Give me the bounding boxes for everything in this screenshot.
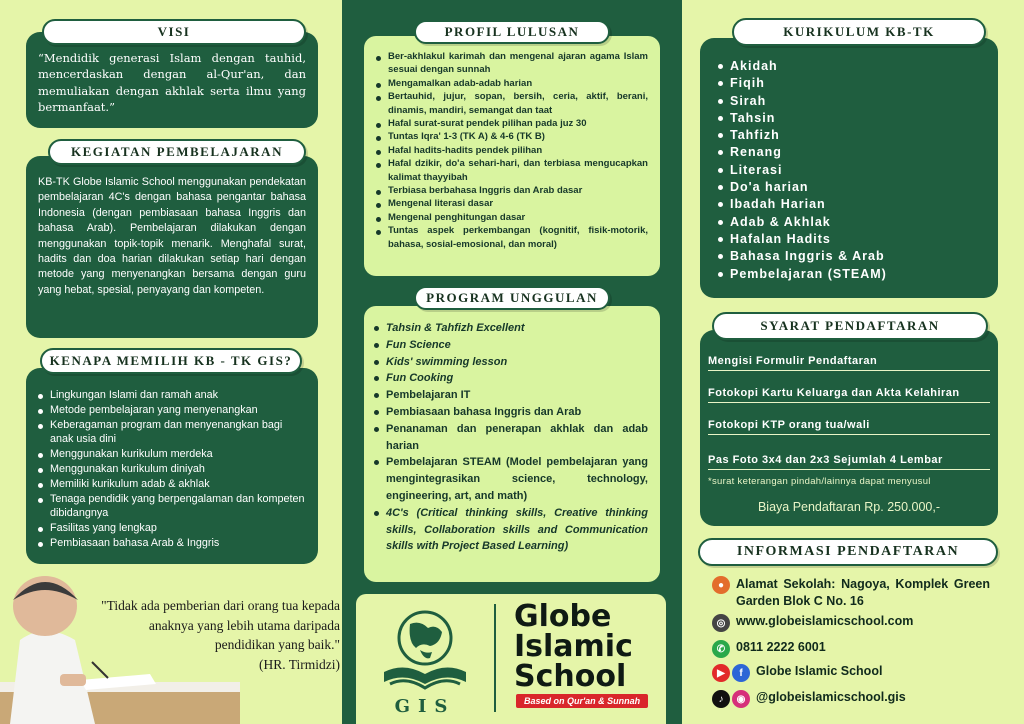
phone-row[interactable] — [712, 640, 826, 658]
list-item: Fiqih — [716, 75, 986, 92]
whatsapp-icon: ✆ — [712, 640, 730, 658]
globe-book-logo — [370, 602, 480, 722]
list-item: Renang — [716, 144, 986, 161]
logo-line1: Globe — [514, 599, 612, 634]
list-item: Literasi — [716, 162, 986, 179]
logo-line2: Islamic — [514, 629, 633, 664]
list-item: Memiliki kurikulum adab & akhlak — [36, 477, 306, 492]
syarat-card — [700, 330, 998, 526]
kenapa-card — [26, 368, 318, 564]
list-item: Lingkungan Islami dan ramah anak — [36, 388, 306, 403]
syarat-item: Pas Foto 3x4 dan 2x3 Sejumlah 4 Lembar — [708, 454, 990, 470]
list-item: Do'a harian — [716, 179, 986, 196]
facebook-icon: f — [732, 664, 750, 682]
ig-text[interactable]: @globeislamicschool.gis — [756, 690, 906, 704]
list-item: Hafal surat-surat pendek pilihan pada juz 30 — [374, 117, 648, 130]
logo-tagline: Based on Qur'an & Sunnah — [516, 694, 648, 708]
logo-divider — [494, 604, 496, 712]
syarat-item: Mengisi Formulir Pendaftaran — [708, 355, 990, 371]
globe-icon: ◎ — [712, 614, 730, 632]
logo-card — [356, 594, 666, 724]
list-item: Pembelajaran IT — [372, 387, 648, 404]
profil-title: PROFIL LULUSAN — [414, 20, 610, 44]
list-item: Mengamalkan adab-adab harian — [374, 77, 648, 90]
location-pin-icon: ● — [712, 576, 730, 594]
kurikulum-card — [700, 38, 998, 298]
visi-title: VISI — [42, 19, 306, 45]
syarat-item: Fotokopi KTP orang tua/wali — [708, 419, 990, 435]
list-item: Hafalan Hadits — [716, 231, 986, 248]
list-item: Ibadah Harian — [716, 196, 986, 213]
alamat-row — [712, 576, 990, 610]
list-item: Pembelajaran STEAM (Model pembelajaran yang mengintegrasikan science, technology, engineering, art, and math) — [372, 454, 648, 504]
kegiatan-title: KEGIATAN PEMBELAJARAN — [48, 139, 306, 165]
biaya-text: Biaya Pendaftaran Rp. 250.000,- — [757, 500, 941, 514]
list-item: Hafal dzikir, do'a sehari-hari, dan terbiasa mengucapkan kalimat thayyibah — [374, 157, 648, 184]
list-item: Bahasa Inggris & Arab — [716, 248, 986, 265]
syarat-item: Fotokopi Kartu Keluarga dan Akta Kelahiran — [708, 387, 990, 403]
visi-text: “Mendidik generasi Islam dengan tauhid, mencerdaskan dengan al-Qur'an, dan memuliakan dengan akhlak serta ilmu yang bermanfaat.” — [38, 51, 306, 115]
logo-wordmark — [514, 599, 633, 694]
list-item: Sirah — [716, 93, 986, 110]
syarat-note: *surat keterangan pindah/lainnya dapat menyusul — [708, 476, 931, 487]
visi-card — [26, 32, 318, 128]
list-item: Tuntas aspek perkembangan (kognitif, fisik-motorik, bahasa, sosial-emosional, dan moral) — [374, 224, 648, 251]
list-item: Metode pembelajaran yang menyenangkan — [36, 403, 306, 418]
list-item: Pembiasaan bahasa Arab & Inggris — [36, 536, 306, 551]
social-row[interactable] — [712, 664, 882, 682]
list-item: Tahsin & Tahfizh Excellent — [372, 320, 648, 337]
kegiatan-card — [26, 156, 318, 338]
ig-row[interactable] — [712, 690, 906, 708]
kenapa-list — [36, 388, 306, 551]
list-item: Fun Science — [372, 337, 648, 354]
profil-card — [364, 36, 660, 276]
web-row[interactable] — [712, 614, 913, 632]
list-item: Kids' swimming lesson — [372, 354, 648, 371]
list-item: 4C's (Critical thinking skills, Creative thinking skills, Collaboration skills and Communication skills with Project Based Learning) — [372, 505, 648, 555]
quote-block — [88, 596, 340, 674]
list-item: Fun Cooking — [372, 370, 648, 387]
phone-text[interactable]: 0811 2222 6001 — [736, 640, 826, 654]
program-card — [364, 306, 660, 582]
list-item: Penanaman dan penerapan akhlak dan adab harian — [372, 421, 648, 455]
kenapa-title: KENAPA MEMILIH KB - TK GIS? — [40, 348, 302, 374]
list-item: Menggunakan kurikulum merdeka — [36, 447, 306, 462]
list-item: Tahsin — [716, 110, 986, 127]
list-item: Keberagaman program dan menyenangkan bagi anak usia dini — [36, 418, 306, 448]
list-item: Ber-akhlakul karimah dan mengenal ajaran agama Islam sesuai dengan sunnah — [374, 50, 648, 77]
youtube-icon: ▶ — [712, 664, 730, 682]
list-item: Bertauhid, jujur, sopan, bersih, ceria, aktif, berani, dinamis, mandiri, semangat dan taat — [374, 90, 648, 117]
list-item: Mengenal penghitungan dasar — [374, 211, 648, 224]
logo-line3: School — [514, 659, 627, 694]
quote-text: "Tidak ada pemberian dari orang tua kepada anaknya yang lebih utama daripada pendidikan yang baik." — [101, 598, 340, 652]
social-text[interactable]: Globe Islamic School — [756, 664, 883, 678]
kegiatan-text: KB-TK Globe Islamic School menggunakan pendekatan pembelajaran 4C's dengan bahasa pengantar bahasa Indonesia (dengan pembiasaan bahasa Inggris dan bahasa Arab). Pembelajaran dilakukan dengan menggunakan topik-topik menarik. Menghafal surat, hadits dan doa harian dilakukan setiap hari dengan metode yang menyenangkan bersama dengan guru yang hebat, spesial, penyayang dan kompeten. — [38, 176, 306, 296]
quote-source: (HR. Tirmidzi) — [258, 656, 340, 672]
list-item: Fasilitas yang lengkap — [36, 521, 306, 536]
instagram-icon: ◉ — [732, 690, 750, 708]
profil-list — [374, 50, 648, 251]
list-item: Adab & Akhlak — [716, 214, 986, 231]
kurikulum-list — [716, 58, 986, 283]
syarat-title: SYARAT PENDAFTARAN — [712, 312, 988, 340]
tiktok-icon: ♪ — [712, 690, 730, 708]
list-item: Pembelajaran (STEAM) — [716, 266, 986, 283]
list-item: Akidah — [716, 58, 986, 75]
logo-mark: GIS — [394, 696, 456, 717]
list-item: Menggunakan kurikulum diniyah — [36, 462, 306, 477]
program-title: PROGRAM UNGGULAN — [414, 286, 610, 310]
alamat-text: Alamat Sekolah: Nagoya, Komplek Green Garden Blok C No. 16 — [736, 577, 990, 608]
list-item: Terbiasa berbahasa Inggris dan Arab dasar — [374, 184, 648, 197]
list-item: Tahfizh — [716, 127, 986, 144]
program-list — [372, 320, 648, 555]
informasi-title: INFORMASI PENDAFTARAN — [698, 538, 998, 566]
web-text[interactable]: www.globeislamicschool.com — [736, 614, 914, 628]
kurikulum-title: KURIKULUM KB-TK — [732, 18, 986, 46]
list-item: Tuntas Iqra' 1-3 (TK A) & 4-6 (TK B) — [374, 130, 648, 143]
list-item: Mengenal literasi dasar — [374, 197, 648, 210]
list-item: Tenaga pendidik yang berpengalaman dan kompeten dibidangnya — [36, 492, 306, 522]
list-item: Pembiasaan bahasa Inggris dan Arab — [372, 404, 648, 421]
list-item: Hafal hadits-hadits pendek pilihan — [374, 144, 648, 157]
